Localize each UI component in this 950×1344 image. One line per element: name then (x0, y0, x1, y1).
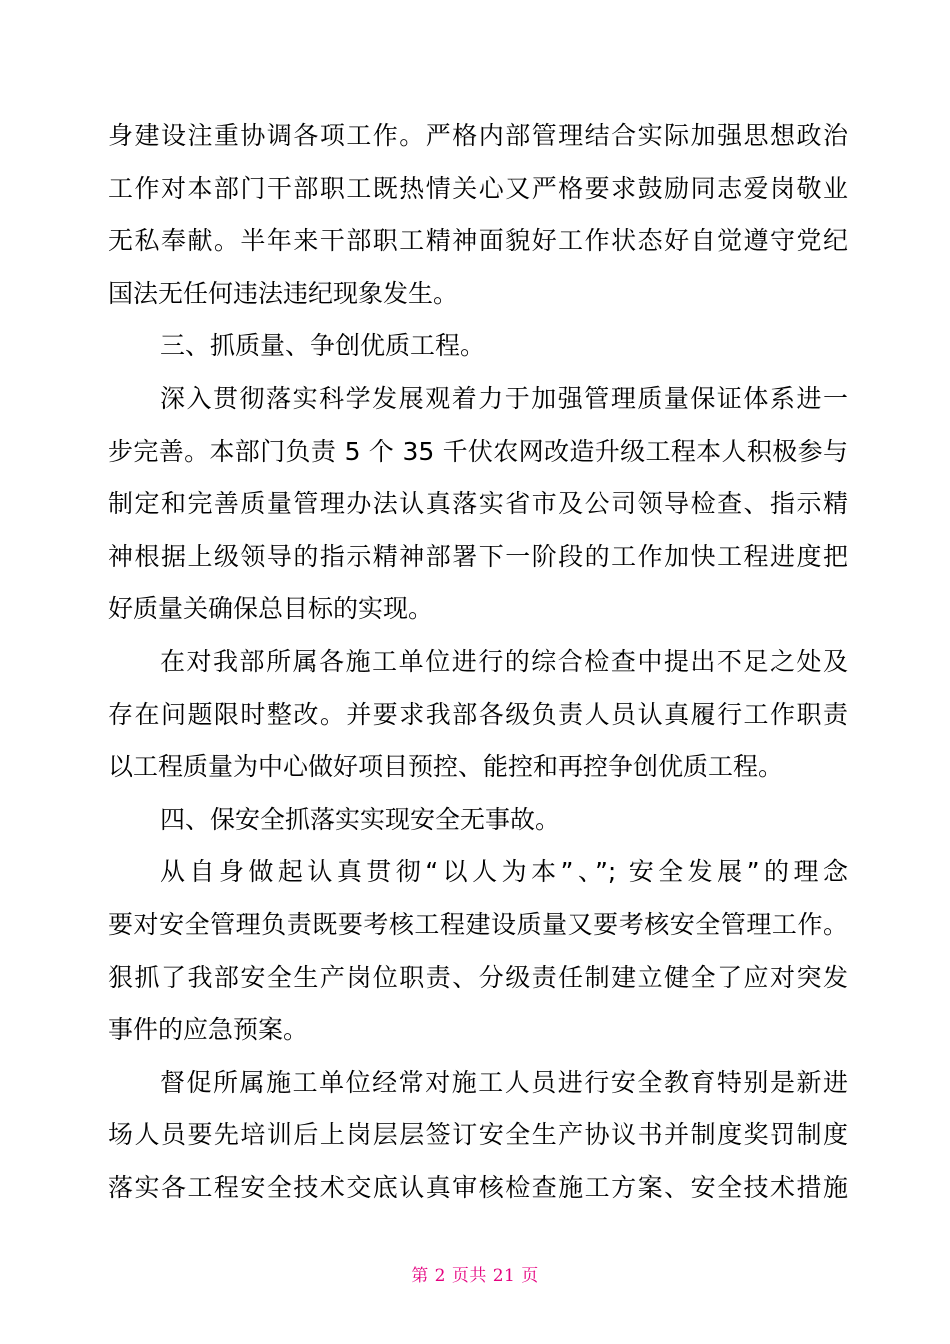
paragraph-line: 以工程质量为中心做好项目预控、能控和再控争创优质工程。 (108, 752, 784, 782)
paragraph-line: 身建设注重协调各项工作。严格内部管理结合实际加强思想政治 (108, 121, 848, 150)
paragraph-line: 从自身做起认真贯彻“以人为本”、”; 安全发展”的理念 (160, 857, 848, 887)
body-text (108, 110, 848, 1214)
paragraph-line: 三、抓质量、争创优质工程。 (160, 331, 486, 361)
paragraph-line: 场人员要先培训后上岗层层签订安全生产协议书并制度奖罚制度 (108, 1120, 848, 1150)
paragraph-line: 在对我部所属各施工单位进行的综合检查中提出不足之处及 (160, 646, 848, 676)
paragraph-line: 四、保安全抓落实实现安全无事故。 (160, 804, 561, 834)
paragraph-line: 步完善。本部门负责 5 个 35 千伏农网改造升级工程本人积极参与 (108, 436, 848, 466)
paragraph-line: 落实各工程安全技术交底认真审核检查施工方案、安全技术措施 (108, 1172, 848, 1202)
paragraph-line: 要对安全管理负责既要考核工程建设质量又要考核安全管理工作。 (108, 909, 848, 939)
paragraph-line: 事件的应急预案。 (108, 1015, 309, 1045)
paragraph-line: 督促所属施工单位经常对施工人员进行安全教育特别是新进 (160, 1067, 848, 1097)
paragraph-line: 工作对本部门干部职工既热情关心又严格要求鼓励同志爱岗敬业 (108, 173, 848, 203)
paragraph-line: 狠抓了我部安全生产岗位职责、分级责任制建立健全了应对突发 (108, 962, 848, 992)
paragraph-line: 制定和完善质量管理办法认真落实省市及公司领导检查、指示精 (108, 489, 848, 519)
paragraph-line: 存在问题限时整改。并要求我部各级负责人员认真履行工作职责 (108, 699, 848, 729)
paragraph-line: 国法无任何违法违纪现象发生。 (108, 278, 459, 308)
paragraph-line: 神根据上级领导的指示精神部署下一阶段的工作加快工程进度把 (108, 541, 848, 571)
page-footer: 第 2 页共 21 页 (411, 1266, 539, 1286)
paragraph-line: 深入贯彻落实科学发展观着力于加强管理质量保证体系进一 (160, 383, 848, 413)
paragraph-line: 好质量关确保总目标的实现。 (108, 594, 434, 624)
paragraph-line: 无私奉献。半年来干部职工精神面貌好工作状态好自觉遵守党纪 (108, 226, 848, 256)
